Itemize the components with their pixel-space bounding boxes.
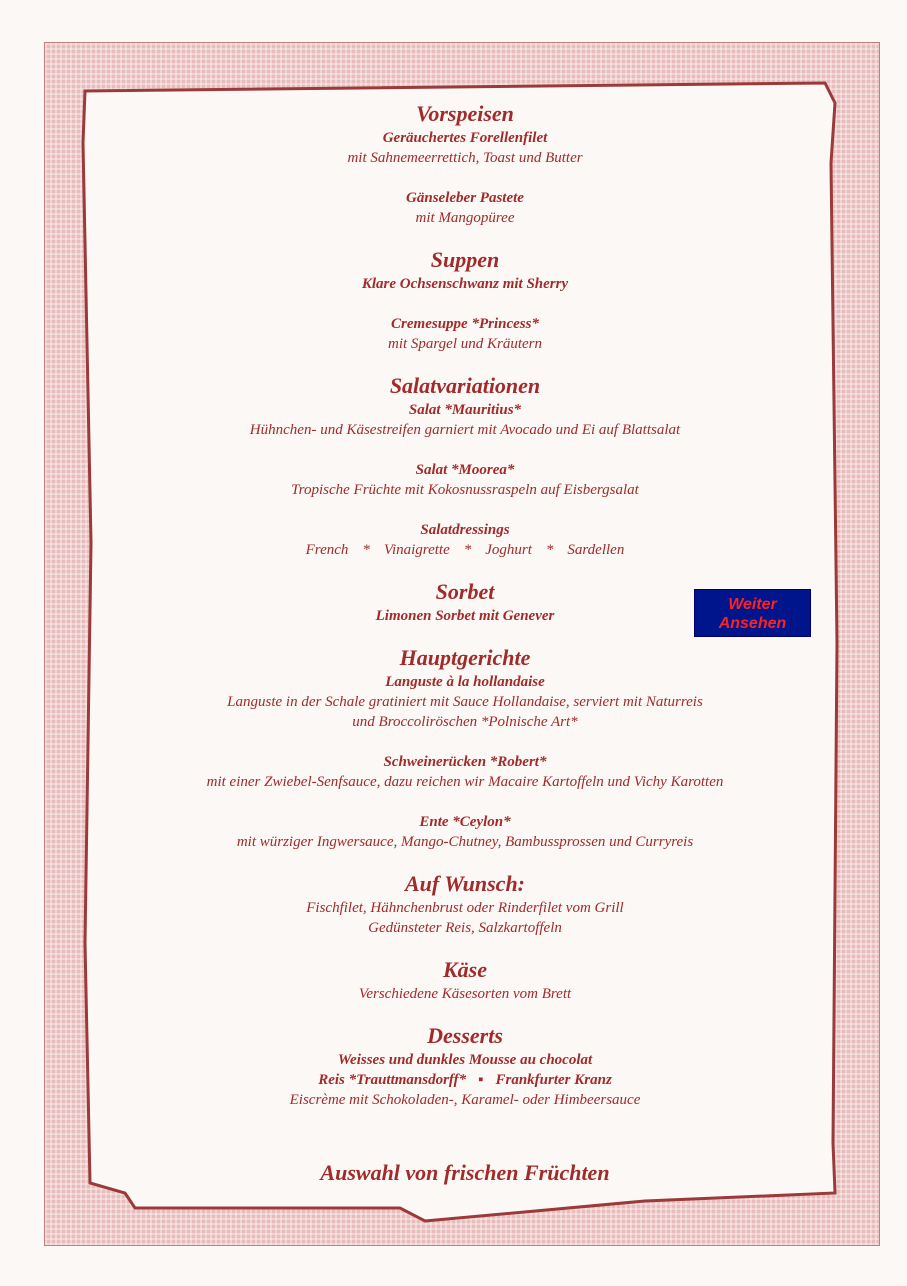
item-name: Schweinerücken *Robert* [383,754,547,770]
item-desc: und Broccoliröschen *Polnische Art* [352,714,578,730]
dressing-option: French [305,542,349,558]
item-name: Ente *Ceylon* [419,814,511,830]
item-desc: mit Spargel und Kräutern [387,336,543,352]
menu-item [90,984,840,1004]
separator-star: * [545,542,554,558]
section-title: Salatvariationen [389,373,541,398]
section-hauptgerichte [90,644,840,852]
item-name: Limonen Sorbet mit Genever [375,608,555,624]
item-desc: Eiscrème mit Schokoladen-, Karamel- oder Himbeersauce [289,1092,641,1108]
menu-item [90,314,840,354]
finale-heading: Auswahl von frischen Früchten [320,1160,610,1185]
item-name: Salatdressings [420,522,510,538]
section-desserts [90,1022,840,1110]
menu-item [90,812,840,852]
section-title: Auf Wunsch: [404,871,526,896]
item-name: Gänseleber Pastete [406,190,524,206]
item-desc: Verschiedene Käsesorten vom Brett [358,986,572,1002]
section-salatvariationen [90,372,840,560]
section-auf-wunsch [90,870,840,938]
item-desc: Languste in der Schale gratiniert mit Sauce Hollandaise, serviert mit Naturreis [227,694,703,710]
item-name: Languste à la hollandaise [385,674,545,690]
menu-item [90,188,840,228]
dressing-option: Sardellen [567,542,625,558]
item-desc: mit einer Zwiebel-Senfsauce, dazu reichen wir Macaire Kartoffeln und Vichy Karotten [206,774,724,790]
item-desc: mit Sahnemeerrettich, Toast und Butter [347,150,583,166]
section-title: Vorspeisen [416,101,514,126]
item-name: Cremesuppe *Princess* [391,316,539,332]
menu-item [90,400,840,440]
separator-star: * [463,542,472,558]
section-title: Sorbet [435,579,495,604]
item-desc: Gedünsteter Reis, Salzkartoffeln [368,920,562,936]
section-title: Suppen [430,247,500,272]
menu-item [90,898,840,938]
menu-item [90,520,840,560]
separator-bullet: ▪ [478,1072,484,1088]
item-name: Geräuchertes Forellenfilet [382,130,548,146]
menu-item [90,1050,840,1110]
dressing-options [90,540,840,560]
menu-item [90,460,840,500]
section-title: Desserts [427,1023,503,1048]
dressing-option: Joghurt [485,542,532,558]
item-desc: mit würziger Ingwersauce, Mango-Chutney, Bambussprossen und Curryreis [236,834,694,850]
item-name: Frankfurter Kranz [495,1072,612,1088]
item-name-pair [90,1070,840,1090]
item-name: Klare Ochsenschwanz mit Sherry [361,276,569,292]
button-label-line1: Weiter [728,596,777,613]
item-desc: Fischfilet, Hähnchenbrust oder Rinderfilet vom Grill [306,900,624,916]
menu-item [90,752,840,792]
section-title: Hauptgerichte [399,645,531,670]
button-label-line2: Ansehen [718,615,787,632]
menu-item [90,128,840,168]
item-name: Weisses und dunkles Mousse au chocolat [337,1052,593,1068]
dressing-option: Vinaigrette [383,542,450,558]
section-kaese [90,956,840,1004]
item-desc: mit Mangopüree [415,210,515,226]
section-vorspeisen [90,100,840,228]
menu-item [90,672,840,732]
item-name: Salat *Mauritius* [408,402,522,418]
menu-item [90,274,840,294]
item-desc: Hühnchen- und Käsestreifen garniert mit Avocado und Ei auf Blattsalat [249,422,681,438]
item-desc: Tropische Früchte mit Kokosnussraspeln auf Eisbergsalat [291,482,639,498]
item-name: Reis *Trauttmansdorff* [318,1072,467,1088]
separator-star: * [362,542,370,558]
section-title: Käse [443,957,487,982]
section-suppen [90,246,840,354]
weiter-ansehen-button[interactable] [694,589,811,637]
item-name: Salat *Moorea* [415,462,515,478]
